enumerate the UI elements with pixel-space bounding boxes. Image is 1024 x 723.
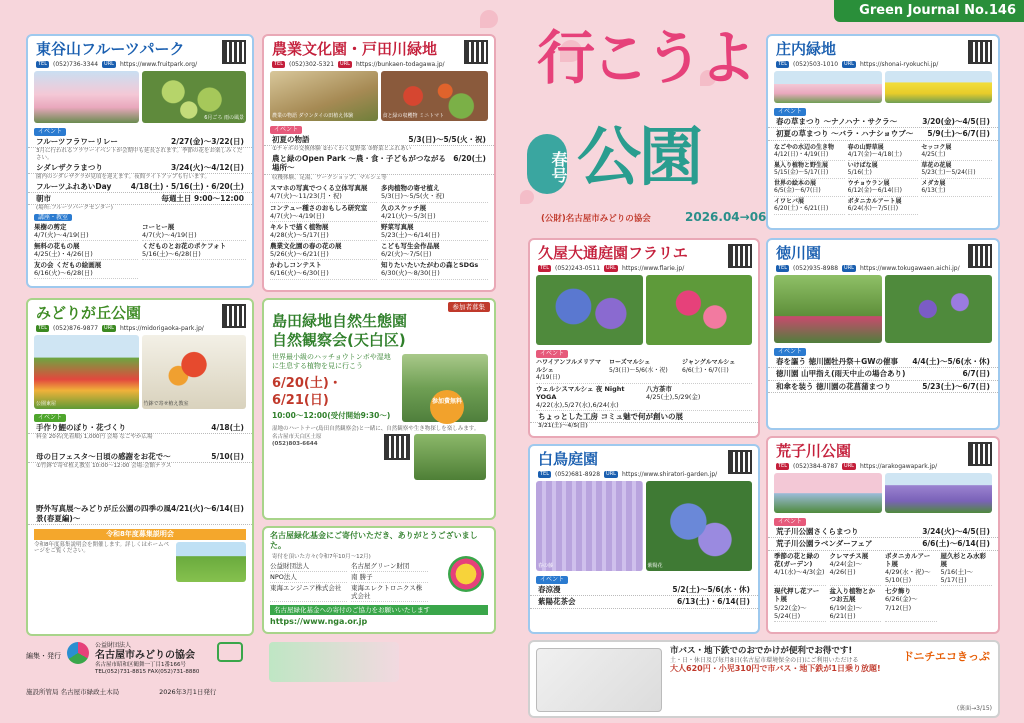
event-note: 園内のシダレザクラが見頃を迎えます。夜間ライトアップも行います。 (36, 173, 210, 180)
card-higashiyama: 東谷山フルーツパーク TEL (052)736-3344 URL https://www.fruitpark.org/ 6月ごろ 雨の風景 イベント フルーツフラワーリレー 2/27(金)～3/22(日) 3月に行われるフラワーイベントが会期中も延長されます。季節の花をお楽しみください。 シダレザクラまつり 3/24(火)～4/12(日) 園内のシダレザクラが見頃を迎えます。夜間ライトアップも行います。 フルーツふれあいDay 4/18(土)・5/16(土)・6/20(土) 朝市 毎週土日 9:00～12:00 (場所:フルーツパークセンター) 講座・教室 果樹の剪定 4/7(火)～4/19(日) コーヒー展 4/7(火)～4/19(日) 無料の花もの展 4/25(土)・4/26(日) くだものとお花のポケフォト 5/16(土)～6/28(日) 友の会 くだもの絵画展 6/16(火)～6/28(日) (26, 34, 254, 288)
url-link[interactable]: https://www.flarie.jp/ (621, 264, 685, 272)
photo-observation (414, 434, 486, 480)
footer-banner (269, 642, 399, 682)
photo-caption: 6月ごろ 雨の風景 (204, 115, 244, 121)
photo-flowerbed: 公園東屋 (34, 335, 139, 409)
url-link[interactable]: https://www.tokugawaen.aichi.jp/ (859, 264, 960, 272)
photo-sakura (774, 71, 882, 103)
tel: (052)876-9877 (53, 324, 99, 332)
photo-nanohana (885, 71, 993, 103)
photo-fruit (142, 71, 247, 123)
park-title: みどりが丘公園 (36, 304, 142, 322)
event-row: 母の日フェスタ～日頃の感謝をお花で～ 5/10(日) (28, 451, 252, 463)
photo-sakura (34, 71, 139, 123)
events-tag: イベント (34, 414, 66, 422)
park-title: 白鳥庭園 (538, 450, 599, 468)
qr-code[interactable] (728, 450, 752, 474)
event-row: 和傘を装う 徳川園の花菖蒲まつり 5/23(土)～6/7(日) (768, 381, 998, 393)
main-title-kanji: 公園 (577, 120, 701, 195)
notice-banner: 令和8年度募集説明会 (34, 529, 246, 540)
photo-vegetables: 食と緑の収穫物 ミニトマト (381, 71, 489, 121)
photo-rice: 農業の物語 ダウンタイの田植え体験 (270, 71, 378, 121)
event-row: 朝市 毎週土日 9:00～12:00 (28, 193, 252, 205)
qr-code[interactable] (384, 434, 410, 460)
shimada-date: 6/20(土)・6/21(日) (272, 376, 342, 408)
donor-grid: 公益財団法人 名古屋グリーン財団 NPO法人 南 勝子 東海エンジニア株式会社 東海エレクトロニクス株式会社 (264, 561, 434, 603)
tel: (052)681-8928 (555, 470, 601, 478)
event-row: フルーツフラワーリレー 2/27(金)～3/22(日) (28, 136, 252, 148)
class-item: コーヒー展 4/7(火)～4/19(日) (142, 222, 246, 241)
card-bus: 市バス・地下鉄でのおでかけが便利でお得です! 土・日・休日及び毎月8日(名古屋市環境保全の日)にご利用いただける 大人620円・小児310円で市バス・地下鉄が1日乗り放題! ドニチエコきっぷ (裏面→3/15) (528, 640, 1000, 718)
class-item: くだものとお花のポケフォト 5/16(土)～6/28(日) (142, 241, 246, 260)
shonai-grid: なごやの水辺の生き物 4/12(日)・4/19(日) 春の山野草展 4/17(金)～4/18(土) セッコク展 4/25(土) 巣入り植物と野生展 5/15(金)～5/17(日) いけばな展 5/16(土) 草花の花展 5/23(土)～5/24(日) 世界の絵本の展 6/5(金)～6/7(日) ウチョウラン展 6/12(金)～6/14(日) メダカ展 6/13(土) イワヒバ展 6/20(土)・6/21(日) ボタニカルアート展 6/24(水)～7/5(日) (768, 143, 998, 215)
park-title: 荒子川公園 (776, 442, 852, 460)
eco-logo-icon (217, 642, 243, 662)
tel: (052)935-8988 (793, 264, 839, 272)
qr-code[interactable] (222, 40, 246, 64)
park-title: 庄内緑地 (776, 40, 837, 58)
event-note: 3月に行われるフラワーイベントが会期中も延長されます。季節の花をお楽しみください。 (36, 148, 243, 161)
url-link[interactable]: https://midorigaoka-park.jp/ (119, 324, 204, 332)
events-tag: イベント (34, 128, 66, 136)
class-item: 果樹の剪定 4/7(火)～4/19(日) (34, 222, 138, 241)
recruit-badge: 参加者募集 (448, 302, 491, 312)
main-title-block (515, 18, 765, 233)
issue-badge: 春号 (527, 134, 567, 194)
card-shimada: 参加者募集 島田緑地自然生態園 自然観察会(天白区) 世界最小級のハッチョウトンボや湿地に生息する植物を見に行こう 6/20(土)・6/21(日) 10:00～12:00(受付開始9:30～) 参加費無料 湿地のハートナー(島田自然観察会)と一緒に、自然観察や生き物探しを楽しみます。 名古屋市天白区土原 (052)803-6644 (262, 298, 496, 520)
mascot-icon (448, 556, 484, 592)
qr-code[interactable] (464, 40, 488, 64)
card-shiratori: 白鳥庭園 TEL (052)681-8928 URL https://www.shiratori-garden.jp/ 春の藤 紫陽花 イベント 春涼漫 5/2(土)～5/6(水・休) 紫陽花茶会 6/13(土)・6/14(日) (528, 444, 760, 634)
org-logo-icon (67, 642, 89, 664)
org-name: (公財)名古屋市みどりの協会 (541, 214, 651, 224)
card-shonai: 庄内緑地 TEL (052)503-1010 URL https://shonai-ryokuchi.jp/ イベント 春の草まつり ～ナノハナ・サクラ～ 3/20(金)～4/5(日) 初夏の草まつり ～バラ・ハナショウブ～ 5/9(土)～6/7(日) なごやの水辺の生き物 4/12(日)・4/19(日) 春の山野草展 4/17(金)～4/18(土) セッコク展 4/25(土) 巣入り植物と野生展 5/15(金)～5/17(日) いけばな展 5/16(土) 草花の花展 5/23(土)～5/24(日) 世界の絵本の展 6/5(金)～6/7(日) ウチョウラン展 6/12(金)～6/14(日) メダカ展 6/13(土) イワヒバ展 6/20(土)・6/21(日) ボタニカルアート展 6/24(水)～7/5(日) (766, 34, 1000, 230)
tel: (052)302-5321 (289, 60, 335, 68)
kikin-title: 名古屋緑化基金にご寄付いただき、ありがとうございました。 (270, 531, 478, 550)
shimada-desc: 世界最小級のハッチョウトンボや湿地に生息する植物を見に行こう (272, 352, 391, 370)
event-row: 荒子川公園さくらまつり 3/24(火)～4/5(日) (768, 526, 998, 538)
classes-tag: 講座・教室 (34, 214, 72, 222)
photo-sakura-pond (774, 473, 882, 513)
url-link[interactable]: https://shonai-ryokuchi.jp/ (859, 60, 939, 68)
park-title: 徳川園 (776, 244, 822, 262)
park-title: 農業文化園・戸田川緑地 (272, 40, 438, 58)
event-row: 徳川園 山甲指え(雨天中止の場合あり) 6/7(日) (768, 368, 998, 380)
donichi-eco-logo: ドニチエコきっぷ (902, 650, 990, 663)
url-link[interactable]: https://bunkaen-todagawa.jp/ (355, 60, 445, 68)
photo-hydrangea: 紫陽花 (646, 481, 753, 571)
qr-code[interactable] (968, 244, 992, 268)
class-item: 無料の花もの展 4/25(土)・4/26(日) (34, 241, 138, 260)
kuya-grid: ハワイアンフルメリアマルシェ 4/19(日) ローズマルシェ 5/3(日)～5/6(水・祝) ジャングルマルシェ 6/6(土)・6/7(日) (530, 358, 758, 384)
card-arako: 荒子川公園 TEL (052)384-8787 URL https://arakogawapark.jp/ イベント 荒子川公園さくらまつり 3/24(火)～4/5(日) 荒子川公園ラベンダーフェア 6/6(土)～6/14(日) 季節の花と緑の花(ガーデン) 4/1(水)～4/3(金) クレマチス展 4/24(金)～4/26(日) ボタニカルアート展 4/29(水・祝)～5/10(日) 屋久杉とみ水彩展 5/16(土)～5/17(日) 現代押し花アート展 5/22(金)～5/24(日) 盆入り植物とかつお五展 6/19(金)～6/21(日) 七夕飾り 6/26(金)～7/12(日) (766, 436, 1000, 634)
exhibit-grid: スマホの写真でつくる立体写真展 4/7(火)～11/23(月・祝) 多肉植物の寄せ植え 5/3(日)～5/5(火・祝) コンテュー種さのおもしろ研究室 4/7(火)～4/19(日) 久のスケッチ展 4/21(火)～5/3(日) キルトで描く植物展 4/28(火)～5/17(日) 野菜写真展 5/23(土)～6/14(日) 農業文化園の春の花の展 5/26(火)～6/21(日) こども写生会作品展 6/2(火)～7/5(日) かわしコンテスト 6/16(火)～6/30(日) 知りたいたいたがわの森とSDGs 6/30(火)～8/30(日) (264, 183, 494, 279)
kikin-note: 名古屋緑化基金への寄付のご協力をお願いいたします (270, 605, 488, 615)
publisher-block: 編集・発行 公益財団法人 名古屋市みどりの協会 名古屋市昭和区鶴舞一丁目1番166号 TEL(052)731-8815 FAX(052)731-8880 施設所管局 名古屋市緑政土木局 2026年3月1日発行 (26, 642, 496, 718)
class-item: 友の会 くだもの絵画展 6/16(火)～6/28(日) (34, 260, 138, 279)
photo-iris (885, 275, 993, 343)
park-title: 東谷山フルーツパーク (36, 40, 185, 58)
shimada-time: 10:00～12:00(受付開始9:30～) (272, 410, 391, 420)
card-midorigaoka: みどりが丘公園 TEL (052)876-9877 URL https://midorigaoka-park.jp/ 公園東屋 竹鉢で寄せ植え教室 イベント 手作り鯉のぼり・花づくり 4/18(土) 料金 20名(先着順) 1,000円 会場 なごやか広場 母の日フェスタ～日頃の感謝をお花で～ 5/10(日) ①竹鉢で寄せ植え教室 10:00～12:00 会場:会館テラス 野外写真展～みどりが丘公園の四季の風景(春夏編)～ 4/21(火)～6/14(日) 令和8年度募集説明会 令和8年度募集説明会を開催します。詳しくはホームページをご覧ください。 (26, 298, 254, 636)
journal-header: Green Journal No.146 (834, 0, 1024, 22)
photo-lavender (885, 473, 993, 513)
qr-code[interactable] (968, 40, 992, 64)
tel: (052)503-1010 (793, 60, 839, 68)
card-nougyo: 農業文化園・戸田川緑地 TEL (052)302-5321 URL https://bunkaen-todagawa.jp/ 農業の物語 ダウンタイの田植え体験 食と緑の収穫物 ミニトマト イベント 初夏の物語 5/3(日)～5/5(火・祝) ①チャボの交換体験 ②わくわく夏野菜 ③野菜とふれあい 農と緑のOpen Park ～農・食・子どもがつながる場所～ 6/20(土) 収穫体験、足湯、ワークショップ、マルシェ等 スマホの写真でつくる立体写真展 4/7(火)～11/23(月・祝) 多肉植物の寄せ植え 5/3(日)～5/5(火・祝) コンテュー種さのおもしろ研究室 4/7(火)～4/19(日) 久のスケッチ展 4/21(火)～5/3(日) キルトで描く植物展 4/28(火)～5/17(日) 野菜写真展 5/23(土)～6/14(日) 農業文化園の春の花の展 5/26(火)～6/21(日) こども写生会作品展 6/2(火)～7/5(日) かわしコンテスト 6/16(火)～6/30(日) 知りたいたいたがわの森とSDGs 6/30(火)～8/30(日) (262, 34, 496, 292)
shimada-title1: 島田緑地自然生態園 (272, 312, 408, 330)
classes-grid (28, 222, 252, 280)
event-row: 春涼漫 5/2(土)～5/6(水・休) (530, 584, 758, 596)
card-tokugawa: 徳川園 TEL (052)935-8988 URL https://www.tokugawaen.aichi.jp/ イベント 春を謳う 徳川園牡丹祭＋GWの催事 4/4(土)～5/6(水・休) 徳川園 山甲指え(雨天中止の場合あり) 6/7(日) 和傘を装う 徳川園の花菖蒲まつり 5/23(土)～6/7(日) (766, 238, 1000, 430)
event-row: 農と緑のOpen Park ～農・食・子どもがつながる場所～ 6/20(土) (264, 153, 494, 175)
arako-grid: 季節の花と緑の花(ガーデン) 4/1(水)～4/3(金) クレマチス展 4/24(金)～4/26(日) ボタニカルアート展 4/29(水・祝)～5/10(日) 屋久杉とみ水彩展 5/16(土)～5/17(日) 現代押し花アート展 5/22(金)～5/24(日) 盆入り植物とかつお五展 6/19(金)～6/21(日) 七夕飾り 6/26(金)～7/12(日) (768, 551, 998, 622)
event-row: 荒子川公園ラベンダーフェア 6/6(土)～6/14(日) (768, 538, 998, 550)
event-row: シダレザクラまつり 3/24(火)～4/12(日) (28, 162, 252, 174)
bus-title: 市バス・地下鉄でのおでかけが便利でお得です! (670, 646, 853, 656)
photo-wisteria: 春の藤 (536, 481, 643, 571)
event-row: 野外写真展～みどりが丘公園の四季の風景(春夏編)～ 4/21(火)～6/14(日) (28, 503, 252, 525)
qr-code[interactable] (968, 442, 992, 466)
photo-hydrangea (536, 275, 643, 345)
period: 2026.04→06 (685, 210, 767, 224)
event-row: 紫陽花茶会 6/13(土)・6/14(日) (530, 596, 758, 608)
photo-garden (176, 542, 246, 582)
event-row: 手作り鯉のぼり・花づくり 4/18(土) (28, 422, 252, 434)
photo-garden (774, 275, 882, 343)
event-row: ちょっとした工房 コミュ魅で何が創いの展 (530, 411, 758, 423)
card-kuya: 久屋大通庭園フラリエ TEL (052)243-0511 URL https://www.flarie.jp/ イベント ハワイアンフルメリアマルシェ 4/19(日) ローズマルシェ 5/3(日)～5/6(水・祝) ジャングルマルシェ 6/6(土)・6/7(日) ウェルシスマルシェ 夜 Night YOGA 4/22(水),5/27(水),6/24(水) 八方茶市 4/25(土),5/29(金) ちょっとした工房 コミュ魅で何が創いの展 3/21(土)～4/5(日) (528, 238, 760, 438)
tel: (052)384-8787 (793, 462, 839, 470)
fee-badge: 参加費無料 (430, 390, 464, 424)
photo-bamboo: 竹鉢で寄せ植え教室 (142, 335, 247, 409)
event-row: フルーツふれあいDay 4/18(土)・5/16(土)・6/20(土) (28, 181, 252, 193)
card-kikin: 名古屋緑化基金にご寄付いただき、ありがとうございました。 寄付を頂いた方々(令和7年10月～12月) 公益財団法人 名古屋グリーン財団 NPO法人 南 勝子 東海エンジニア株式会社 東海エレクトロニクス株式会社 名古屋緑化基金への寄付のご協力をお願いいたします https://www.nga.or.jp (262, 526, 496, 634)
qr-code[interactable] (728, 244, 752, 268)
event-row: 初夏の草まつり ～バラ・ハナショウブ～ 5/9(土)～6/7(日) (768, 128, 998, 140)
event-note: (場所:フルーツパークセンター) (36, 205, 113, 212)
event-row: 春の草まつり ～ナノハナ・サクラ～ 3/20(金)～4/5(日) (768, 116, 998, 128)
bus-ticket-image (536, 648, 662, 712)
petal-decoration (480, 10, 498, 28)
url-link[interactable]: https://www.fruitpark.org/ (119, 60, 198, 68)
main-title-kana: 行こうよ (537, 24, 754, 92)
kikin-url[interactable]: https://www.nga.or.jp (270, 617, 368, 627)
shimada-title2: 自然観察会(天白区) (272, 330, 406, 349)
park-title: 久屋大通庭園フラリエ (538, 244, 688, 262)
tel: (052)736-3344 (53, 60, 99, 68)
url-link[interactable]: https://www.shiratori-garden.jp/ (621, 470, 718, 478)
event-row: 初夏の物語 5/3(日)～5/5(火・祝) (264, 134, 494, 146)
qr-code[interactable] (222, 304, 246, 328)
event-row: 春を謳う 徳川園牡丹祭＋GWの催事 4/4(土)～5/6(水・休) (768, 356, 998, 368)
photo-roses (646, 275, 753, 345)
url-link[interactable]: https://arakogawapark.jp/ (859, 462, 938, 470)
tel: (052)243-0511 (555, 264, 601, 272)
events-tag: イベント (270, 126, 302, 134)
